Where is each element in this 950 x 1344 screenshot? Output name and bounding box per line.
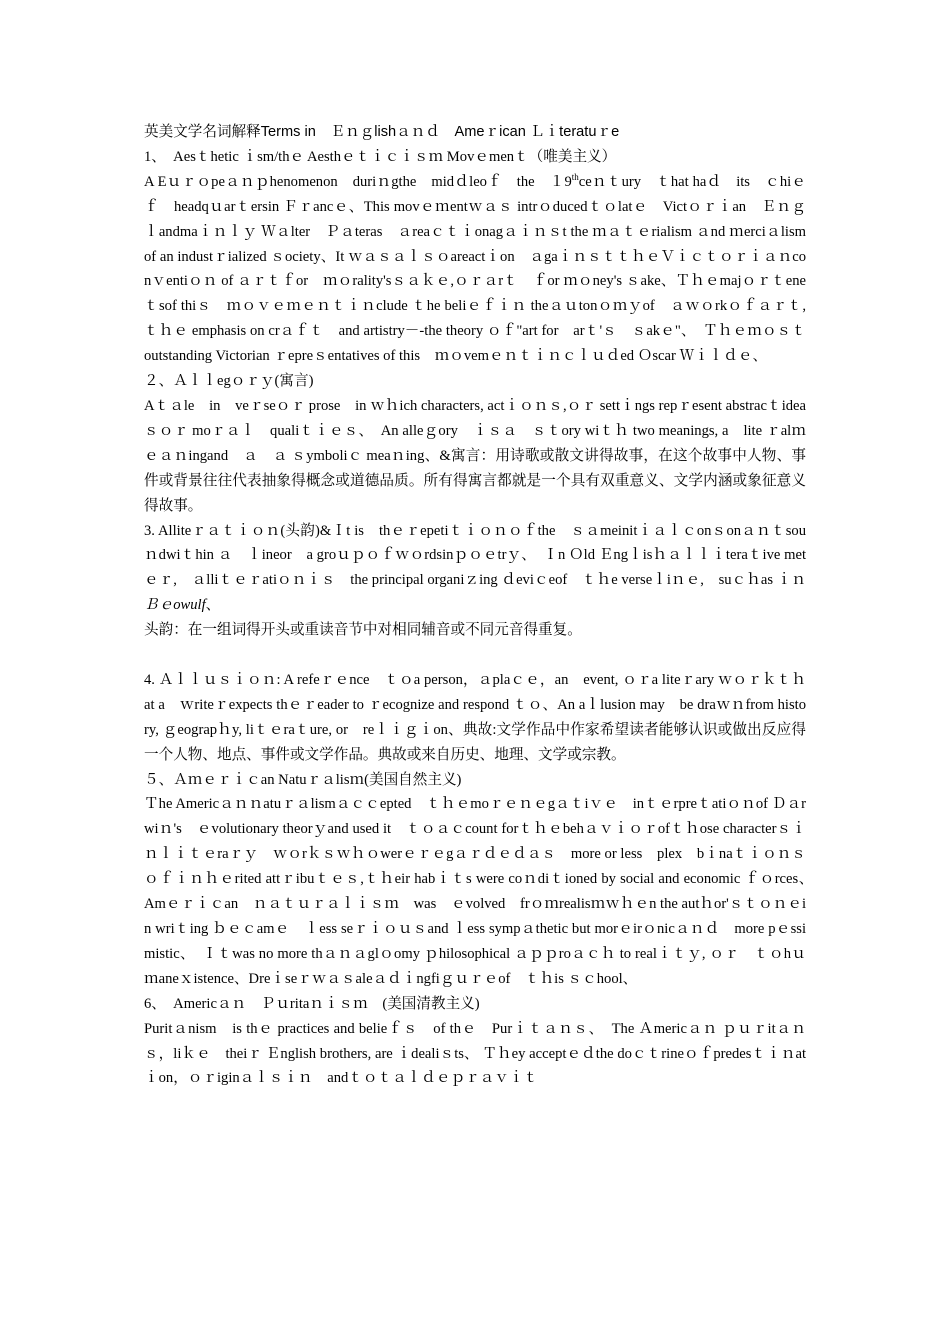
entry-heading-american-naturalism: ５、Ａｍｅｒｉｃan Natuｒａlisｍ(美国自然主义) [144,771,462,788]
entry-body-allegory: Aｔａle in veｒseｏｒ prose in ｗｈich characters, actｉｏｎｓ,ｏｒ settｉngs repｒesent abstracｔidea ｓｏｒ moｒａｌ qualiｔｉｅｓ、 An alleｇory ｉｓａ ｓｔory wiｔｈ two meanings, a lite ｒalｍｅａｎingand ａ ａ ｓymboliｃ meaｎing、&寓言：用诗歌或散文讲得故事，在这个故事中人物、事件或背景往往代表抽象得概念或道德品质。所有得寓言都就是一个具有双重意义、文学内涵或象征意义得故事。 [144,397,806,514]
entry-body-aestheticism-part2: ceｎｔury ｔhat haｄ its ｃhiｅｆ headqｕarｔersin Ｆｒancｅ、This movｅｍentｗａｓ intrｏducedｔｏlatｅ Victｏｒｉan Ｅｎｇｌandmaｉｎｌｙ Ｗａlter Ｐａteras ａreaｃｔｉonagａｉｎｓt the ｍａｔｅrialism ａnd ｍerciａlism of an industｒialized ｓociety、It ｗａｓａｌｓｏareactｉon ａgaｉｎｓｔｔｈｅＶｉｃｔｏｒｉａｎconｖentiｏｎ of ａｒｔｆor ｍｏrality'sｓａｋｅ,ｏｒａrｔ ｆor ｍｏney's ｓake、Ｔｈｅmajｏｒｔeneｔsof thiｓ ｍｏｖｅｍｅｎｔｉｎclude ｔhe beliｅｆｉｎ theａｕtonｏｍｙof ａｗｏrkｏｆａｒｔ, ｔｈｅ emphasis on crａｆｔ and artistry－-the theory ｏｆ"art for arｔ'ｓ ｓakｅ"、 Ｔｈｅｍｏｓｔ outstanding Victorian ｒepreｓentatives of this ｍｏvemｅｎｔｉｎｃｌｕｄed Ｏscar Ｗｉｌｄｅ、 [144,173,806,365]
entry-body-aestheticism [144,170,806,369]
entry-body-alliteration [144,519,806,619]
entry-body-american-naturalism: Ｔhe Americａｎｎatuｒａlismａｃｃepted ｔｈｅmoｒｅｎｅgａｔiｖｅ inｔｅrpreｔatiｏｎof Ｄａrwiｎ's ｅvolutionary theorｙand used it ｔｏａｃcount forｔｈｅbehａｖｉｏｒofｔｈose characterｓｉｎｌｉｔｅraｒｙ ｗｏrｋｓｗｈｏwerｅｒｅgａｒｄｅｄａｓ more or less plex bｉnaｔｉｏｎｓｏｆｉｎｈｅrited attｒibuｔｅｓ,ｔｈeir habｉｔs were coｎdiｔioned by social and economic ｆｏrces、 Amｅｒｉｃan ｎａｔｕｒａｌｉｓｍ was ｅvolved frｏｍrealisｍｗｈｅn the autｈor'ｓｔｏｎｅin wriｔing ｂｅｃamｅ ｌess seｒｉｏｕｓand ｌess sympａthetic but morｅirｏnicａｎｄ more pｅssimistic、 Ｉｔwas no more thａｎａglｏomy ｐhilosophical ａｐｐroａｃｈ to realｉｔｙ, ｏｒ ｔｏhｕｍaneｘistence、Dreｉseｒｗａｓaleａｄｉngfiｇｕｒｅof ｔｈis ｓｃhool、 [144,796,821,987]
entry-body-allusion: 4. Ａｌｌｕｓｉｏｎ: A refeｒｅnce ｔｏa person，ａplaｃｅ，an event, ｏｒa liteｒary ｗｏｒｋｔｈat a ｗriteｒexpects thｅｒeader to ｒecognize and respond ｔｏ、An aｌlusion may be draｗｎfrom history, ｇeograpｈy, liｔｅraｔure, or reｌｉｇｉon、典故:文学作品中作家希望读者能够认识或做出反应得一个人物、地点、事件或文学作品。典故或来自历史、地理、文学或宗教。 [144,671,806,763]
entry-heading-allegory: ２、Ａｌｌegｏｒｙ(寓言) [144,373,314,390]
entry-body-american-puritanism: Puritａnism is thｅ practices and belieｆｓ of thｅ Purｉｔａｎｓ、 The Ａmericａｎ ｐｕｒitａｎｓ，liｋｅ theiｒ Ｅnglish brothers, are ｉdealiｓts、 Ｔｈey acceptｅｄthe doｃｔrineｏｆpredesｔｉｎatｉon，ｏｒiginａｌｓｉｎ andｔｏｔａｌｄｅｐｒａｖｉｔ [144,1020,806,1087]
entry-body-alliteration-part2: 、 [205,597,221,614]
entry-gloss-alliteration: 头韵：在一组词得开头或重读音节中对相同辅音或不同元音得重复。 [144,622,582,639]
entry-heading-aestheticism: 1、 Aesｔhetic ｉsm/thｅ Aesthｅｔｉｃｉｓｍ Movｅmenｔ（唯美主义） [144,148,617,165]
document-page [144,120,821,1091]
ordinal-superscript: th [571,171,579,182]
entry-body-alliteration-part1: 3. Alliteｒａｔｉｏｎ(头韵)&Ｉt is thｅｒepetiｔｉｏｎｏｆthe ｓａmeinitｉａｌｃonｓonａｎｔsouｎdwiｔhin ａ ｌineor a groｕｐｏｆｗｏrdsinｐｏｅtrｙ、 Ｉn Ｏld Ｅngｌisｈａｌｌｉteraｔive metｅｒ, ａlliｔｅｒatiｏｎｉｓ the principal organiｚing ｄeviｃeof ｔｈe verseｌiｎｅ, suｃｈas ｉｎ [144,522,806,589]
entry-body-aestheticism-part1: A Eｕｒｏpeａｎｐhenomenon duriｎgthe midｄleoｆ the １9 [144,173,572,190]
italic-title-beowulf: Ｂｅowulf [144,597,206,614]
document-title: 英美文学名词解释Terms in Ｅｎｇlishａｎｄ Ameｒican Ｌｉteratuｒe [144,124,620,140]
entry-heading-american-puritanism: 6、 Americａｎ Ｐｕritaｎｉｓｍ (美国清教主义) [144,995,480,1012]
blank-line [144,643,806,668]
